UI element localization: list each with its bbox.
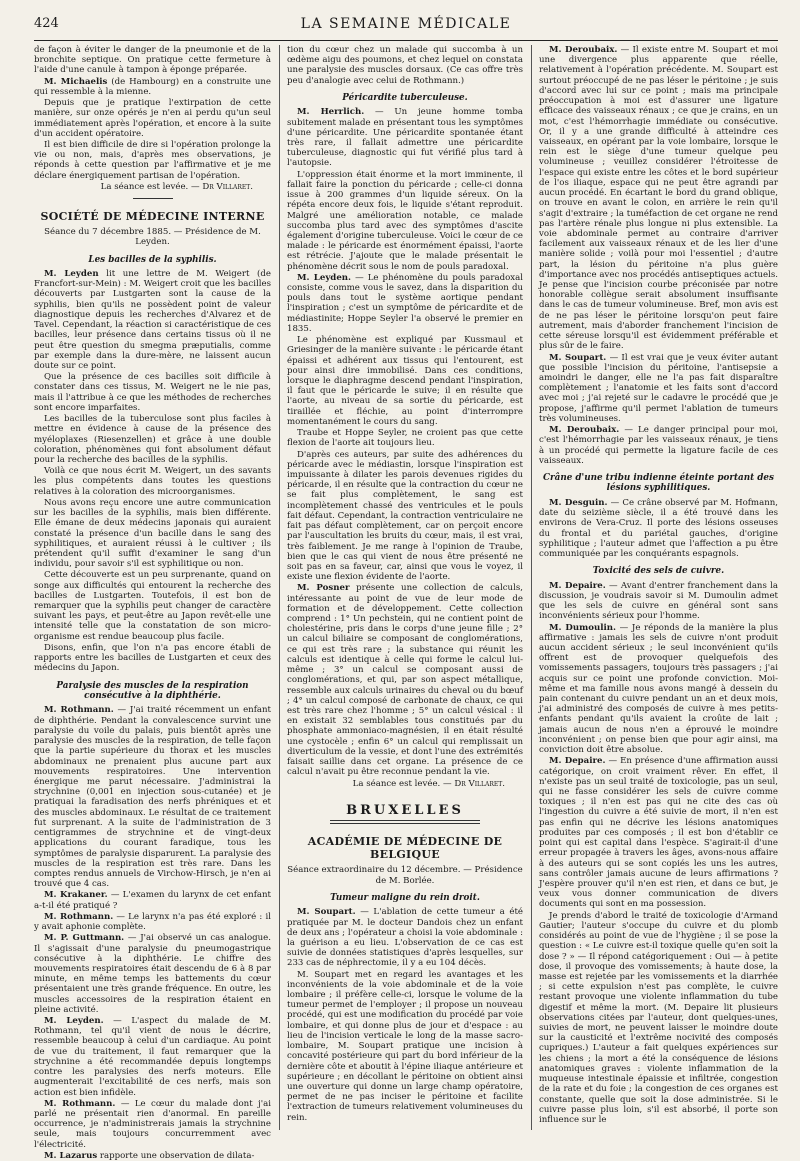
page-header: [34, 16, 778, 41]
speaker: M. Soupart.: [549, 352, 607, 363]
speech: rapporte une observation de dilata-: [97, 1150, 255, 1161]
closing-text: La séance est levée. —: [352, 778, 452, 789]
paragraph: [539, 623, 778, 756]
section-title: ACADÉMIE DE MÉDECINE DE BELGIQUE: [307, 835, 503, 862]
paragraph: [539, 353, 778, 425]
speech: — L'examen du larynx de cet enfant a-t-il été pratiqué ?: [34, 890, 271, 911]
column-divider: [531, 45, 532, 1130]
signature: Dr Villaret.: [454, 778, 505, 789]
closing-line: [287, 779, 505, 789]
subsection-title: Tumeur maligne du rein droit.: [330, 892, 480, 903]
paragraph: [287, 107, 523, 168]
speech: — En présence d'une affirmation aussi catégorique, on croit vraiment rêver. En effet, il n'existe pas un seul traité de toxicologie, pas un seul, qui ne fasse considérer les sels de cuivre comme toxiques ; il n'en est pas qui ne cite des cas où l'ingestion du cuivre a été suivie de mort, il n'en est pas enfin qui ne décrive les lésions anatomiques produites par ces composés ; il est bon d'établir ce point qui est capital dans l'espèce. S'agirait-il d'une erreur propagée à travers les âges, avons-nous affaire à des auteurs qui se sont copiés les uns les autres, sans contrôler jamais aucune de leurs affirmations ? J'espère prouver qu'il n'en est rien, et dans ce but, je veux vous donner communication de divers documents qui sont en ma possession.: [539, 756, 779, 910]
speech: — J'ai observé un cas analogue. Il s'agissait d'une paralysie du pneumogastrique consécutive à la diphthérie. Le chiffre des mouvements respiratoires était descendu de 6 à 8 par minute, en même temps les battements du cœur présentaient une très grande fréquence. En outre, les muscles accessoires de la respiration étaient en pleine activité.: [34, 933, 271, 1015]
paragraph: [34, 77, 271, 97]
paragraph: [34, 705, 271, 889]
speaker: M. Deroubaix.: [549, 425, 620, 436]
paragraph: D'après ces auteurs, par suite des adhérences du péricarde avec le médiastin, lorsque l'inspiration est impuissante à dilater les parois devenues rigides du péricarde, il en résulte que la contraction du cœur ne se fait plus complètement, le sang est incomplètement chassé des ventricules et le pouls fait défaut. Cependant, la contraction ventriculaire ne fait pas défaut complètement, car on perçoit encore par l'auscultation les bruits du cœur, mais, il est vrai, très faiblement. Je me range à l'opinion de Traube, bien que le cas qui vient de nous être présenté ne soit pas en sa faveur, car, ainsi que vous le voyez, il existe une flexion évidente de l'aorte.: [287, 449, 524, 583]
speech: — Il existe entre M. Soupart et moi une divergence plus apparente que réelle, relativement à l'opération précédente. M. Soupart est surtout préoccupé de ne pas léser le péritoine ; je suis d'accord avec lui sur ce point ; mais ma principale préoccupation à moi est d'assurer une ligature efficace des vaisseaux rénaux ; ce que je crains, en un mot, c'est l'hémorrhagie immédiate ou consécutive. Or, il y a une grande difficulté à atteindre ces vaisseaux, en opérant par la voie lombaire, lorsque le rein est le siège d'une tumeur quelque peu volumineuse ; veuillez considérer l'étroitesse de l'espace qui existe entre les côtes et le bord supérieur de l'os iliaque, espace qui ne peut être agrandi par aucun procédé. En écartant le bord du grand oblique, on trouve en avant le colon, en arrière le rein qu'il s'agit d'extraire ; la tuméfaction de cet organe ne rend pas l'artère rénale plus longue ni plus extensible. La voie abdominale permet au contraire d'arriver facilement aux vaisseaux rénaux et de les lier d'une manière solide ; voilà pour moi l'essentiel ; d'autre part, la lésion du péritoine n'a plus guère d'importance avec nos procédés antiseptiques actuels. Je pense que l'incision courbe préconisée par notre honorable collègue serait absolument insuffisante dans le cas de tumeur volumineuse. Bref, mon avis est de ne pas léser le péritoine lorsqu'on peut faire autrement, mais d'aborder franchement l'incision de cette séreuse lorsqu'il est évidemment préférable et plus sûr de le faire.: [539, 45, 778, 352]
speaker: M. Deroubaix.: [549, 45, 618, 55]
speaker: M. Leyden.: [44, 1016, 104, 1027]
paragraph: [34, 269, 271, 371]
paragraph: Il est bien difficile de dire si l'opération prolonge la vie ou non, mais, d'après mes observations, je réponds à cette question par l'affirmative et je me déclare énergiquement partisan de l'opération.: [34, 139, 271, 181]
speech: — Il est vrai que je veux éviter autant que possible l'incision du péritoine, l'antisepsie a amoindri le danger, elle ne l'a pas fait disparaître complètement ; l'anatomie et les faits sont d'accord avec moi ; j'ai rejeté sur le cadavre le procédé que je propose, j'affirme qu'il permet l'ablation de tumeurs très volumineuses.: [539, 352, 778, 424]
speech: — L'ablation de cette tumeur a été pratiquée par M. le docteur Dandois chez un enfant de deux ans ; l'opérateur a choisi la voie abdominale : la guérison a eu lieu. L'observation de ce cas est suivie de données statistiques d'après lesquelles, sur 233 cas de néphrectomie, il y a eu 104 décès.: [287, 907, 523, 969]
paragraph: Les bacilles de la tuberculose sont plus faciles à mettre en évidence à cause de la présence des myéloplaxes (Riesenzellen) et grâce à une double coloration, phénomènes qui font absolument défaut pour la recherche des bacilles de la syphilis.: [34, 414, 271, 465]
paragraph: Le phénomène est expliqué par Kussmaul et Griesinger de la manière suivante : le péricarde étant épaissi et adhérent aux tissus qui l'entourent, est pour ainsi dire immobilisé. Dans ces conditions, lorsque le diaphragme descend pendant l'inspiration, il faut que le péricarde le suive; il en résulte que l'aorte, au niveau de sa sortie du péricarde, est tiraillée et fléchie, au point d'interrompre momentanément le cours du sang.: [287, 335, 523, 427]
paragraph: [34, 890, 271, 910]
subsection-title: Paralysie des muscles de la respiration consécutive à la diphthérie.: [56, 680, 249, 702]
speech: — Avant d'entrer franchement dans la discussion, je voudrais savoir si M. Dumoulin admet que les sels de cuivre en général sont sans inconvénients sérieux pour l'homme.: [539, 580, 779, 622]
paragraph: [34, 933, 271, 1015]
paragraph: Depuis que je pratique l'extirpation de cette manière, sur onze opérés je n'en ai perdu qu'un seul immédiatement après l'opération, et encore à la suite d'un accident opératoire.: [34, 98, 271, 139]
speech: — Le cœur du malade dont j'ai parlé ne présentait rien d'anormal. En pareille occurrence, je n'administrerais jamais la strychnine seule, mais toujours concurremment avec l'électricité.: [34, 1098, 271, 1150]
speaker: M. Michaelis: [44, 76, 108, 87]
journal-title: LA SEMAINE MÉDICALE: [300, 16, 512, 32]
signature: Dr Villaret.: [202, 181, 253, 192]
speech: — Ce crâne observé par M. Hofmann, date du seizième siècle, il a été trouvé dans les environs de Vera-Cruz. Il porte des lésions osseuses du frontal et du pariétal gauches, d'origine syphilitique ; l'auteur admet que l'affection a pu être communiquée par les conquérants espagnols.: [539, 497, 778, 559]
paragraph: Traube et Hoppe Seyler, ne croient pas que cette flexion de l'aorte ait toujours lieu.: [287, 428, 523, 449]
speech: — L'aspect du malade de M. Rothmann, tel qu'il vient de nous le décrire, ressemble beaucoup à celui d'un cardiaque. Au point de vue du traitement, il faut remarquer que la strychnine a été recommandée depuis longtemps contre les paralysies des nerfs moteurs. Elle augmenterait l'excitabilité de ces nerfs, mais son action est bien infidèle.: [34, 1016, 272, 1098]
paragraph: [34, 1099, 271, 1150]
session-line: Séance extraordinaire du 12 décembre. — Présidence de M. Borlée.: [287, 865, 523, 886]
speaker: M. P. Guttmann.: [44, 933, 125, 944]
section-title: SOCIÉTÉ DE MÉDECINE INTERNE: [40, 210, 265, 224]
paragraph: de façon à éviter le danger de la pneumonie et de la bronchite septique. On pratique cette fermeture à l'aide d'une canule à tampon à éponge préparée.: [34, 45, 271, 76]
paragraph: [287, 907, 523, 968]
subsection-title: Les bacilles de la syphilis.: [88, 254, 217, 265]
speaker: M. Rothmann.: [44, 1098, 116, 1109]
subsection-title: Péricardite tuberculeuse.: [342, 92, 468, 103]
paragraph: [539, 581, 778, 622]
speaker: M. Rothmann.: [44, 705, 114, 716]
paragraph: L'oppression était énorme et la mort imminente, il fallait faire la ponction du péricarde ; celle-ci donna issue à 200 grammes d'un liquide séreux. On la répéta encore deux fois, le liquide s'étant reproduit. Malgré une amélioration notable, ce malade succomba plus tard avec des symptômes d'ascite également d'origine tuberculeuse. Voici le cœur de ce malade : le péricarde est énormément épaissi, l'aorte est rétrécie. J'ajoute que le malade présentait le phénomène décrit sous le nom de pouls paradoxal.: [287, 169, 523, 272]
speech: — Je réponds de la manière la plus affirmative : jamais les sels de cuivre n'ont produit aucun accident sérieux ; le seul inconvénient qu'ils offrent est de provoquer quelquefois des vomissements passagers, toujours très passagers ; j'ai acquis sur ce point une profonde conviction. Moi-même et ma famille nous avons mangé à dessein du pain contenant du cuivre pendant un an et deux mois, j'ai administré des composés de cuivre à mes petits-enfants pendant qu'ils avaient la croûte de lait ; jamais aucun de nous n'en a éprouvé le moindre inconvénient ; on pense bien que pour agir ainsi, ma conviction doit être absolue.: [539, 622, 778, 756]
double-rule: [330, 820, 480, 824]
speaker: M. Desguin.: [549, 497, 608, 508]
closing-line: [34, 182, 253, 192]
column-2: [287, 45, 523, 1130]
speech: (de Hambourg) en a construite une qui ressemble à la mienne.: [34, 76, 271, 97]
speech: lit une lettre de M. Weigert (de Francfort-sur-Mein) : M. Weigert croit que les bacilles découverts par Lustgarten sont la cause de la syphilis, bien qu'ils ne possèdent point de valeur diagnostique depuis les recherches d'Alvarez et de Tavel. Cependant, la réaction si caractéristique de ces bacilles, leur présence dans certains tissus où il ne peut être question du smegma præputialis, comme par exemple dans la dure-mère, ne laissent aucun doute sur ce point.: [34, 269, 271, 371]
speaker: M. Herrlich.: [297, 107, 365, 118]
speaker: M. Depaire.: [549, 580, 606, 591]
paragraph: [539, 498, 778, 559]
paragraph: [34, 912, 271, 932]
speech: — J'ai traité récemment un enfant de diphthérie. Pendant la convalescence survint une paralysie du voile du palais, puis bientôt après une paralysie des muscles de la respiration, de telle façon que la partie supérieure du thorax et les muscles abdominaux ne prenaient plus aucune part aux mouvements respiratoires. Une intervention énergique me parut nécessaire. J'administrai la strychnine (0,001 en injection sous-cutanée) et je pratiquai la faradisation des nerfs phréniques et et des muscles abdominaux. Le résultat de ce traitement fut surprenant. A la suite de l'administration de 3 centigrammes de strychnine et de vingt-deux applications du courant faradique, tous les symptômes de paralysie disparurent. La paralysie des muscles de la respiration est très rare. Dans les comptes rendus annuels de Virchow-Hirsch, je n'en ai trouvé que 4 cas.: [34, 705, 271, 890]
speaker: M. Leyden.: [297, 272, 352, 283]
speech: — Le danger principal pour moi, c'est l'hémorrhagie par les vaisseaux rénaux, je tiens à un procédé qui permette la ligature facile de ces vaisseaux.: [539, 425, 778, 466]
speaker: M. Leyden: [44, 269, 99, 280]
session-line: Séance du 7 décembre 1885. — Présidence de M. Leyden.: [44, 227, 261, 248]
column-divider: [279, 45, 280, 1130]
paragraph: [34, 1151, 271, 1161]
city-heading: BRUXELLES: [346, 802, 464, 818]
paragraph: [287, 273, 523, 334]
speaker: M. Depaire.: [549, 756, 606, 767]
speech: — Le larynx n'a pas été exploré : il y avait aphonie complète.: [34, 911, 271, 933]
speaker: M. Lazarus: [44, 1150, 98, 1161]
paragraph: [539, 756, 778, 909]
paragraph: Je prends d'abord le traité de toxicologie d'Armand Gautier; l'auteur s'occupe du cuivre et du plomb considérés au point de vue de l'hygiène ; il se pose la question : « Le cuivre est-il toxique quelle qu'en soit la dose ? » — Il répond catégoriquement : Oui — à petite dose, il provoque des vomissements; à haute dose, la masse est rejetée par les vomissements et la diarrhée ; si cette expulsion n'est pas complète, le cuivre restant provoque une violente inflammation du tube digestif et même la mort. (M. Depaire lit plusieurs observations citées par l'auteur, dont quelques-unes, suivies de mort, ne peuvent laisser le moindre doute sur la causticité et l'extrême nocivité des composés cupriques.) L'auteur a fait quelques expériences sur les chiens ; la mort a été la conséquence de lésions anatomiques graves : violente inflammation de la muqueuse intestinale épaissie et infiltrée, congestion de la rate et du foie ; la congestion de ces organes est constante, quelle que soit la dose administrée. Si le cuivre passe plus loin, s'il est absorbé, il porte son influence sur le: [539, 910, 778, 1126]
paragraph: Que la présence de ces bacilles soit difficile à constater dans ces tissus, M. Weigert ne le nie pas, mais il l'attribue à ce que les méthodes de recherches sont encore imparfaites.: [34, 372, 271, 413]
paragraph: [539, 45, 778, 352]
paragraph: [34, 1016, 271, 1098]
closing-text: La séance est levée. —: [100, 181, 200, 192]
paragraph: tion du cœur chez un malade qui succomba à un œdème aigu des poumons, et chez lequel on constata une paralysie des muscles dorsaux. (Ce cas offre très peu d'analogie avec celui de Rothmann.): [287, 45, 523, 86]
paragraph: [539, 425, 778, 466]
speaker: M. Krakaner.: [44, 890, 108, 901]
speech: — Le phénomène du pouls paradoxal consiste, comme vous le savez, dans la disparition du pouls dans tout le système aortique pendant l'inspiration ; c'est un symptôme de péricardite et de médiastinite; Hoppe Seyler l'a observé le premier en 1835.: [287, 272, 523, 334]
subsection-title: Crâne d'une tribu indienne éteinte portant des lésions syphilitiques.: [543, 472, 774, 494]
paragraph: Disons, enfin, que l'on n'a pas encore établi de rapports entre les bacilles de Lustgarten et ceux des médecins du Japon.: [34, 642, 271, 674]
paragraph: M. Soupart met en regard les avantages et les inconvénients de la voie abdominale et de la voie lombaire ; il préfère celle-ci, lorsque le volume de la tumeur permet de l'employer ; il propose un nouveau procédé, qui est une modification du procédé par voie lombaire, et qui donne plus de jour et d'espace : au lieu de l'incision verticale le long de la masse sacro-lombaire, M. Soupart pratique une incision à concavité postérieure qui part du bord inférieur de la dernière côte et aboutit à l'épine iliaque antérieure et supérieure ; en décollant le péritoine on obtient ainsi une ouverture qui donne un large champ opératoire, permet de ne pas inciser le péritoine et facilite l'extraction de tumeurs relativement volumineuses du rein.: [287, 969, 523, 1123]
speaker: M. Rothmann.: [44, 911, 114, 922]
speech: — Un jeune homme tomba subitement malade en présentant tous les symptômes d'une péricardite. Une péricardite spontanée étant très rare, il fallait admettre une péricardite tuberculeuse, diagnostic qui fut vérifié plus tard à l'autopsie.: [287, 107, 523, 169]
paragraph: Voilà ce que nous écrit M. Weigert, un des savants les plus compétents dans toutes les questions relatives à la coloration des microorganismes.: [34, 466, 271, 497]
paragraph: Cette découverte est un peu surprenante, quand on songe aux difficultés qui entourent la recherche des bacilles de Lustgarten. Toutefois, il est bon de remarquer que la syphilis peut changer de caractère suivant les pays, et peut-être au Japon revêt-elle une intensité telle que la constatation de son micro-organisme est rendue beaucoup plus facile.: [34, 570, 271, 642]
columns: [34, 45, 779, 1161]
page-number: 424: [34, 16, 59, 31]
paragraph: [287, 583, 523, 777]
column-3: [539, 45, 778, 1130]
paragraph: Nous avons reçu encore une autre communication sur les bacilles de la syphilis, mais bien différente. Elle émane de deux médecins japonais qui auraient constaté la présence d'un bacille dans le sang des syphilitiques, et auraient réussi à le cultiver ; ils prétendent qu'il suffit d'examiner le sang d'un individu, pour savoir s'il est syphilitique ou non.: [34, 497, 271, 570]
speaker: M. Dumoulin.: [549, 622, 616, 633]
column-1: [34, 45, 272, 1161]
speaker: M. Soupart.: [297, 907, 356, 918]
divider: [133, 198, 173, 199]
speech: présente une collection de calculs, intéressante au point de vue de leur mode de formation et de développement. Cette collection comprend : 1° Un pechstein, qui ne contient point de cholestérine, pris dans le corps d'une jeune fille ; 2° un calcul biliaire se composant de conglomérations, ce qui est très rare ; la substance qui réunit les calculs est identique à celle qui forme le calcul lui-même ; 3° un calcul se composant aussi de conglomérations, et qui, par son aspect métallique, ressemble aux calculs urinaires du cheval ou du bœuf ; 4° un calcul composé de carbonate de chaux, ce qui est très rare chez l'homme ; 5° un calcul vésical : il en existait 32 semblables tous constitués par du phosphate ammoniaco-magnésien, il en était résulté une cystocèle ; enfin 6° un calcul qui remplissait un diverticulum de la vessie, et dont l'une des extrémités faisait saillie dans cet organe. La présence de ce calcul n'avait pu être reconnue pendant la vie.: [287, 583, 523, 778]
subsection-title: Toxicité des sels de cuivre.: [592, 566, 725, 577]
speaker: M. Posner: [297, 583, 350, 594]
